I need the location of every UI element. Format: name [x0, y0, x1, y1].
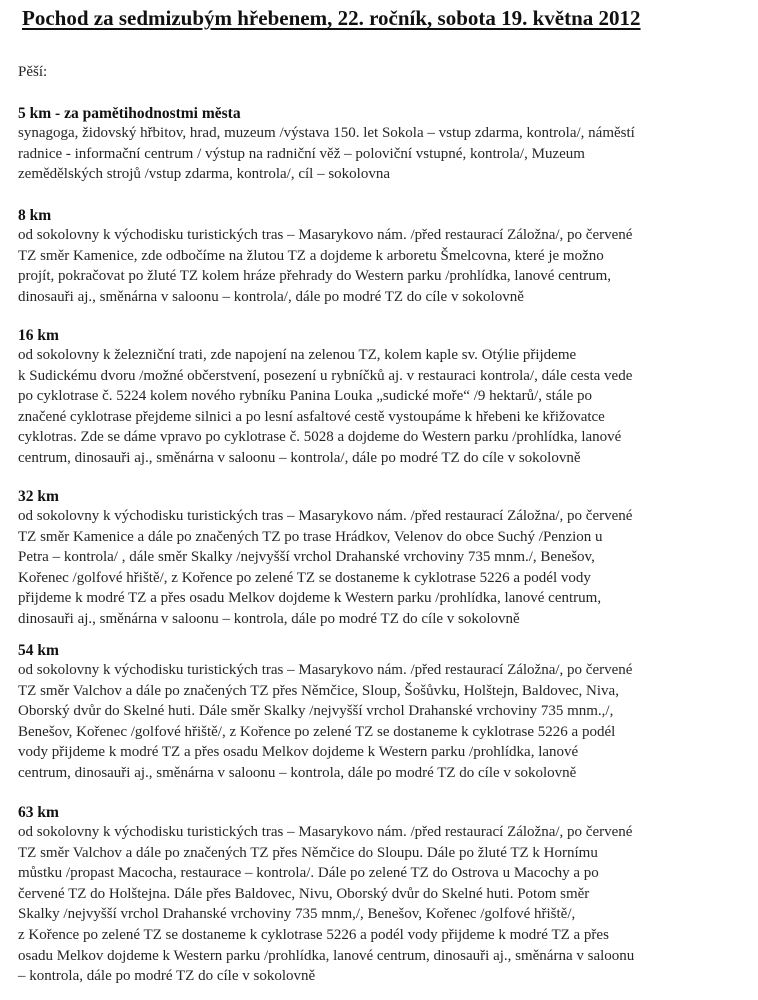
text-line: od sokolovny k východisku turistických tras – Masarykovo nám. /před restaurací Záložna/, po červené — [18, 662, 633, 678]
text-line: k Sudickému dvoru /možné občerstvení, posezení u rybníčků aj. v restauraci kontrola/, dále cesta vede — [18, 367, 633, 384]
text-line: Petra – kontrola/ , dále směr Skalky /nejvyšší vrchol Drahanské vrchoviny 735 mnm./, Benešov, — [18, 549, 595, 566]
route-heading: 16 km — [18, 327, 59, 344]
text-line: od sokolovny k východisku turistických tras – Masarykovo nám. /před restaurací Záložna/, po červené — [18, 508, 633, 524]
route-heading: 5 km - za pamětihodnostmi města — [18, 105, 241, 122]
route-section-54km — [18, 641, 746, 784]
text-line: Benešov, Kořenec /golfové hřiště/, z Kořence po zelené TZ se dostaneme k cyklotrase 5226 a podél — [18, 723, 616, 740]
route-section-32km — [18, 487, 746, 630]
text-line: od sokolovny k východisku turistických tras – Masarykovo nám. /před restaurací Záložna/, po červené — [18, 227, 633, 243]
text-line: značené cyklotrase přejdeme silnici a po lesní asfaltové cestě vystoupáme k hřebeni ke křižovatce — [18, 408, 605, 425]
text-line: centrum, dinosauři aj., směnárna v saloonu – kontrola/, dále po modré TZ do cíle v sokolovně — [18, 449, 581, 466]
text-line: TZ směr Valchov a dále po značených TZ přes Němčice do Sloupu. Dále po žluté TZ k Hornímu — [18, 844, 598, 861]
text-line: TZ směr Valchov a dále po značených TZ přes Němčice, Sloup, Šošůvku, Holštejn, Baldovec, Niva, — [18, 682, 619, 699]
text-line: TZ směr Kamenice a dále po značených TZ po trase Hrádkov, Velenov do obce Suchý /Penzion u — [18, 528, 603, 545]
text-line: můstku /propast Macocha, restaurace – kontrola/. Dále po zelené TZ do Ostrova u Macochy a po — [18, 865, 599, 882]
text-line: centrum, dinosauři aj., směnárna v saloonu – kontrola, dále po modré TZ do cíle v sokolovně — [18, 764, 577, 781]
route-heading: 8 km — [18, 207, 52, 224]
route-description — [18, 822, 746, 987]
text-line: Kořenec /golfové hřiště/, z Kořence po zelené TZ se dostaneme k cyklotrase 5226 a podél vody — [18, 569, 591, 586]
text-line: Oborský dvůr do Skelné huti. Dále směr Skalky /nejvyšší vrchol Drahanské vrchoviny 735 mnm.,/, — [18, 703, 614, 720]
text-line: osadu Melkov dojdeme k Western parku /prohlídka, lanové centrum, dinosauři aj., směnárna v saloonu — [18, 947, 635, 964]
route-heading: 63 km — [18, 804, 59, 821]
route-section-8km — [18, 206, 746, 307]
text-line: TZ směr Kamenice, zde odbočíme na žlutou TZ a dojdeme k arboretu Šmelcovna, které je možno — [18, 247, 604, 264]
text-line: dinosauři aj., směnárna v saloonu – kontrola, dále po modré TZ do cíle v sokolovně — [18, 610, 520, 627]
route-description — [18, 225, 746, 307]
text-line: projít, pokračovat po žluté TZ kolem hráze přehrady do Western parku /prohlídka, lanové centrum, — [18, 268, 612, 285]
route-description — [18, 123, 746, 185]
route-description — [18, 345, 746, 469]
text-line: od sokolovny k východisku turistických tras – Masarykovo nám. /před restaurací Záložna/, po červené — [18, 824, 633, 840]
text-line: radnice - informační centrum / výstup na radniční věž – poloviční vstupné, kontrola/, Muzeum — [18, 145, 585, 162]
text-line: po cyklotrase č. 5224 kolem nového rybníku Panina Louka „sudické moře“ /9 hektarů/, stále po — [18, 388, 593, 405]
category-label: Pěší: — [18, 64, 48, 80]
text-line: červené TZ do Holštejna. Dále přes Baldovec, Nivu, Oborský dvůr do Skelné huti. Potom směr — [18, 885, 590, 902]
text-line: z Kořence po zelené TZ se dostaneme k cyklotrase 5226 a podél vody přijdeme k modré TZ a přes — [18, 926, 609, 943]
route-heading: 54 km — [18, 642, 59, 659]
text-line: Skalky /nejvyšší vrchol Drahanské vrchoviny 735 mnm,/, Benešov, Kořenec /golfové hřiště/, — [18, 906, 576, 923]
route-description — [18, 660, 746, 784]
text-line: vody přijdeme k modré TZ a přes osadu Melkov dojdeme k Western parku /prohlídka, lanové — [18, 744, 579, 761]
route-section-5km — [18, 104, 746, 185]
text-line: zemědělských strojů /vstup zdarma, kontrola/, cíl – sokolovna — [18, 166, 390, 183]
route-description — [18, 506, 746, 630]
text-line: synagoga, židovský hřbitov, hrad, muzeum /výstava 150. let Sokola – vstup zdarma, kontrola/, náměstí — [18, 125, 635, 141]
document-title: Pochod za sedmizubým hřebenem, 22. ročník, sobota 19. května 2012 — [22, 6, 641, 30]
route-section-63km — [18, 803, 746, 987]
route-section-16km — [18, 326, 746, 469]
text-line: od sokolovny k železniční trati, zde napojení na zelenou TZ, kolem kaple sv. Otýlie přijdeme — [18, 347, 577, 363]
text-line: cyklotras. Zde se dáme vpravo po cyklotrase č. 5028 a dojdeme do Western parku /prohlídka, lanové — [18, 429, 622, 446]
text-line: přijdeme k modré TZ a přes osadu Melkov dojdeme k Western parku /prohlídka, lanové centrum, — [18, 590, 602, 607]
text-line: dinosauři aj., směnárna v saloonu – kontrola/, dále po modré TZ do cíle v sokolovně — [18, 288, 524, 305]
text-line: – kontrola, dále po modré TZ do cíle v sokolovně — [18, 968, 316, 985]
route-heading: 32 km — [18, 488, 59, 505]
